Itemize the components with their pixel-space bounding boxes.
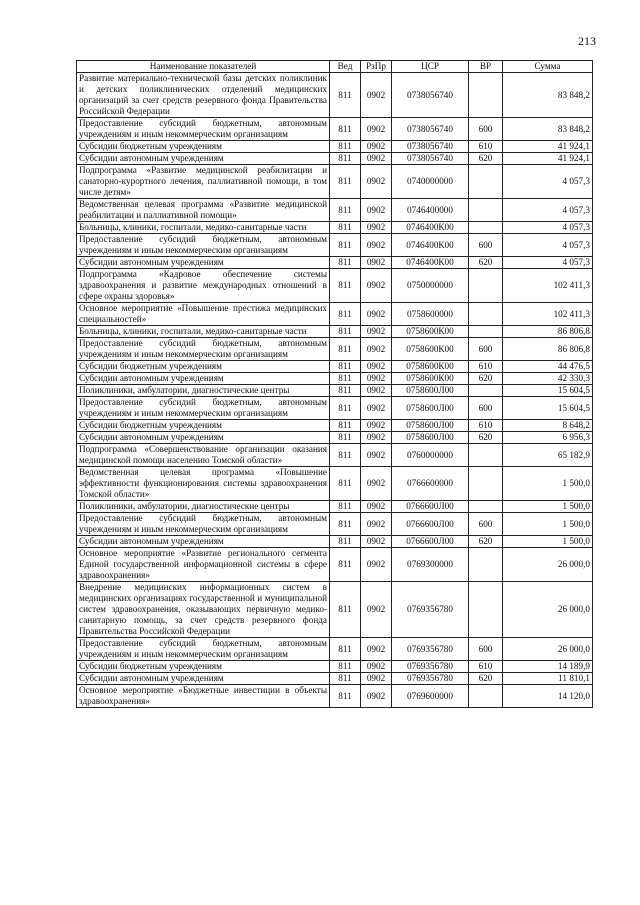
- table-row: [77, 153, 593, 165]
- cell-vr: [469, 222, 503, 234]
- cell-rzpr: 0902: [361, 501, 392, 513]
- table-row: [77, 303, 593, 326]
- cell-vr: 600: [469, 234, 503, 257]
- cell-ved: 811: [330, 118, 361, 141]
- cell-vr: 620: [469, 432, 503, 444]
- cell-sum: 4 057,3: [503, 234, 593, 257]
- table-row: [77, 385, 593, 397]
- cell-vr: [469, 501, 503, 513]
- table-row: [77, 397, 593, 420]
- cell-rzpr: 0902: [361, 303, 392, 326]
- cell-sum: 1 500,0: [503, 467, 593, 501]
- cell-csr: 0740000000: [392, 165, 469, 199]
- cell-sum: 8 648,2: [503, 420, 593, 432]
- table-row: [77, 234, 593, 257]
- table-row: [77, 257, 593, 269]
- cell-ved: 811: [330, 673, 361, 685]
- cell-sum: 26 000,0: [503, 638, 593, 661]
- table-row: [77, 141, 593, 153]
- cell-sum: 42 330,3: [503, 373, 593, 385]
- cell-name: Предоставление субсидий бюджетным, автономным учреждениям и иным некоммерческим организациям: [77, 234, 330, 257]
- cell-ved: 811: [330, 326, 361, 338]
- cell-sum: 14 189,9: [503, 661, 593, 673]
- cell-ved: 811: [330, 222, 361, 234]
- cell-csr: 0750000000: [392, 269, 469, 303]
- cell-name: Подпрограмма «Развитие медицинской реабилитации и санаторно-курортного лечения, паллиативной помощи, в том числе детям»: [77, 165, 330, 199]
- table-header: [77, 61, 593, 73]
- cell-ved: 811: [330, 73, 361, 118]
- cell-name: Поликлиники, амбулатории, диагностические центры: [77, 385, 330, 397]
- cell-name: Предоставление субсидий бюджетным, автономным учреждениям и иным некоммерческим организациям: [77, 338, 330, 361]
- cell-rzpr: 0902: [361, 467, 392, 501]
- cell-sum: 1 500,0: [503, 536, 593, 548]
- cell-rzpr: 0902: [361, 222, 392, 234]
- cell-vr: 610: [469, 420, 503, 432]
- header-name: Наименование показателей: [77, 61, 330, 73]
- table-row: [77, 165, 593, 199]
- cell-rzpr: 0902: [361, 397, 392, 420]
- cell-rzpr: 0902: [361, 141, 392, 153]
- cell-vr: [469, 326, 503, 338]
- table-row: [77, 661, 593, 673]
- cell-sum: 83 848,2: [503, 118, 593, 141]
- cell-csr: 0766600Л00: [392, 536, 469, 548]
- cell-csr: 0758600Л00: [392, 397, 469, 420]
- cell-csr: 0769300000: [392, 548, 469, 582]
- header-sum: Сумма: [503, 61, 593, 73]
- cell-csr: 0758600К00: [392, 338, 469, 361]
- cell-vr: 610: [469, 361, 503, 373]
- cell-vr: 610: [469, 661, 503, 673]
- cell-vr: 620: [469, 373, 503, 385]
- cell-rzpr: 0902: [361, 199, 392, 222]
- cell-csr: 0758600К00: [392, 326, 469, 338]
- cell-vr: 620: [469, 673, 503, 685]
- table-row: [77, 467, 593, 501]
- cell-name: Внедрение медицинских информационных систем в медицинских организациях государственной и муниципальной систем здравоохранения, оказывающих первичную медико-санитарную помощь, за счет средств резервного фонда Правительства Российской Федерации: [77, 582, 330, 638]
- cell-csr: 0758600Л00: [392, 432, 469, 444]
- table-row: [77, 444, 593, 467]
- header-ved: Вед: [330, 61, 361, 73]
- cell-vr: 620: [469, 153, 503, 165]
- table-row: [77, 536, 593, 548]
- cell-name: Больницы, клиники, госпитали, медико-санитарные части: [77, 222, 330, 234]
- cell-sum: 26 000,0: [503, 582, 593, 638]
- cell-name: Субсидии автономным учреждениям: [77, 257, 330, 269]
- cell-ved: 811: [330, 338, 361, 361]
- cell-name: Субсидии бюджетным учреждениям: [77, 141, 330, 153]
- cell-name: Основное мероприятие «Повышение престижа медицинских специальностей»: [77, 303, 330, 326]
- cell-rzpr: 0902: [361, 548, 392, 582]
- cell-name: Субсидии автономным учреждениям: [77, 432, 330, 444]
- budget-table: [76, 60, 593, 708]
- cell-name: Субсидии автономным учреждениям: [77, 153, 330, 165]
- cell-ved: 811: [330, 385, 361, 397]
- cell-sum: 26 000,0: [503, 548, 593, 582]
- page-number: 213: [578, 34, 596, 48]
- cell-rzpr: 0902: [361, 444, 392, 467]
- cell-ved: 811: [330, 432, 361, 444]
- cell-csr: 0746400000: [392, 199, 469, 222]
- cell-vr: 600: [469, 638, 503, 661]
- cell-rzpr: 0902: [361, 582, 392, 638]
- table-row: [77, 548, 593, 582]
- cell-vr: 610: [469, 141, 503, 153]
- cell-rzpr: 0902: [361, 536, 392, 548]
- cell-sum: 4 057,3: [503, 165, 593, 199]
- table-body: [77, 73, 593, 708]
- cell-rzpr: 0902: [361, 432, 392, 444]
- header-csr: ЦСР: [392, 61, 469, 73]
- cell-sum: 41 924,1: [503, 153, 593, 165]
- cell-rzpr: 0902: [361, 338, 392, 361]
- cell-vr: 600: [469, 338, 503, 361]
- table-row: [77, 513, 593, 536]
- cell-vr: [469, 165, 503, 199]
- cell-vr: [469, 269, 503, 303]
- cell-rzpr: 0902: [361, 165, 392, 199]
- cell-csr: 0738056740: [392, 153, 469, 165]
- cell-csr: 0769356780: [392, 638, 469, 661]
- cell-csr: 0769356780: [392, 661, 469, 673]
- cell-ved: 811: [330, 257, 361, 269]
- table-row: [77, 673, 593, 685]
- cell-ved: 811: [330, 582, 361, 638]
- header-rzpr: РзПр: [361, 61, 392, 73]
- cell-ved: 811: [330, 153, 361, 165]
- cell-sum: 86 806,8: [503, 338, 593, 361]
- cell-name: Развитие материально-технической базы детских поликлиник и детских поликлинических отделений медицинских организаций за счет средств резервного фонда Правительства Российской Федерации: [77, 73, 330, 118]
- cell-sum: 86 806,8: [503, 326, 593, 338]
- cell-vr: [469, 385, 503, 397]
- cell-ved: 811: [330, 638, 361, 661]
- cell-vr: [469, 467, 503, 501]
- cell-rzpr: 0902: [361, 661, 392, 673]
- cell-rzpr: 0902: [361, 234, 392, 257]
- cell-sum: 65 182,9: [503, 444, 593, 467]
- cell-name: Субсидии автономным учреждениям: [77, 373, 330, 385]
- cell-name: Подпрограмма «Кадровое обеспечение системы здравоохранения и развитие международных отношений в сфере охраны здоровья»: [77, 269, 330, 303]
- cell-name: Субсидии автономным учреждениям: [77, 673, 330, 685]
- cell-rzpr: 0902: [361, 638, 392, 661]
- cell-vr: [469, 444, 503, 467]
- cell-csr: 0758600К00: [392, 361, 469, 373]
- cell-sum: 102 411,3: [503, 303, 593, 326]
- cell-vr: [469, 548, 503, 582]
- cell-name: Субсидии бюджетным учреждениям: [77, 420, 330, 432]
- cell-name: Ведомственная целевая программа «Развитие медицинской реабилитации и паллиативной помощи»: [77, 199, 330, 222]
- cell-sum: 11 810,1: [503, 673, 593, 685]
- table-row: [77, 685, 593, 708]
- cell-name: Ведомственная целевая программа «Повышение эффективности функционирования системы здравоохранения Томской области»: [77, 467, 330, 501]
- cell-ved: 811: [330, 467, 361, 501]
- cell-rzpr: 0902: [361, 269, 392, 303]
- table-row: [77, 501, 593, 513]
- cell-sum: 15 604,5: [503, 397, 593, 420]
- cell-ved: 811: [330, 548, 361, 582]
- table-row: [77, 638, 593, 661]
- table-row: [77, 269, 593, 303]
- cell-csr: 0746400К00: [392, 257, 469, 269]
- cell-rzpr: 0902: [361, 385, 392, 397]
- cell-vr: 620: [469, 257, 503, 269]
- cell-csr: 0769600000: [392, 685, 469, 708]
- cell-ved: 811: [330, 199, 361, 222]
- cell-sum: 41 924,1: [503, 141, 593, 153]
- cell-csr: 0758600Л00: [392, 385, 469, 397]
- cell-name: Основное мероприятие «Развитие регионального сегмента Единой государственной информационной системы в сфере здравоохранения»: [77, 548, 330, 582]
- cell-ved: 811: [330, 501, 361, 513]
- cell-csr: 0769356780: [392, 673, 469, 685]
- cell-csr: 0760000000: [392, 444, 469, 467]
- cell-ved: 811: [330, 444, 361, 467]
- cell-rzpr: 0902: [361, 326, 392, 338]
- cell-ved: 811: [330, 361, 361, 373]
- cell-rzpr: 0902: [361, 118, 392, 141]
- cell-csr: 0758600000: [392, 303, 469, 326]
- cell-rzpr: 0902: [361, 420, 392, 432]
- table-row: [77, 118, 593, 141]
- table-row: [77, 338, 593, 361]
- cell-name: Предоставление субсидий бюджетным, автономным учреждениям и иным некоммерческим организациям: [77, 118, 330, 141]
- cell-csr: 0758600К00: [392, 373, 469, 385]
- cell-rzpr: 0902: [361, 685, 392, 708]
- cell-sum: 6 956,3: [503, 432, 593, 444]
- cell-name: Подпрограмма «Совершенствование организации оказания медицинской помощи населению Томской области»: [77, 444, 330, 467]
- cell-sum: 4 057,3: [503, 199, 593, 222]
- cell-rzpr: 0902: [361, 513, 392, 536]
- cell-vr: 600: [469, 513, 503, 536]
- cell-ved: 811: [330, 513, 361, 536]
- cell-vr: [469, 582, 503, 638]
- cell-ved: 811: [330, 269, 361, 303]
- cell-name: Поликлиники, амбулатории, диагностические центры: [77, 501, 330, 513]
- table-row: [77, 582, 593, 638]
- cell-csr: 0746400К00: [392, 222, 469, 234]
- table-row: [77, 432, 593, 444]
- cell-rzpr: 0902: [361, 257, 392, 269]
- cell-ved: 811: [330, 420, 361, 432]
- cell-rzpr: 0902: [361, 673, 392, 685]
- cell-ved: 811: [330, 685, 361, 708]
- table-row: [77, 199, 593, 222]
- cell-name: Субсидии бюджетным учреждениям: [77, 661, 330, 673]
- cell-vr: 600: [469, 118, 503, 141]
- cell-ved: 811: [330, 234, 361, 257]
- cell-sum: 83 848,2: [503, 73, 593, 118]
- cell-sum: 1 500,0: [503, 513, 593, 536]
- cell-csr: 0758600Л00: [392, 420, 469, 432]
- cell-ved: 811: [330, 536, 361, 548]
- cell-csr: 0766600Л00: [392, 501, 469, 513]
- table-row: [77, 73, 593, 118]
- cell-name: Субсидии бюджетным учреждениям: [77, 361, 330, 373]
- cell-csr: 0738056740: [392, 73, 469, 118]
- cell-rzpr: 0902: [361, 153, 392, 165]
- cell-name: Предоставление субсидий бюджетным, автономным учреждениям и иным некоммерческим организациям: [77, 638, 330, 661]
- cell-ved: 811: [330, 373, 361, 385]
- cell-vr: [469, 199, 503, 222]
- table-row: [77, 222, 593, 234]
- cell-csr: 0746400К00: [392, 234, 469, 257]
- cell-ved: 811: [330, 661, 361, 673]
- cell-rzpr: 0902: [361, 73, 392, 118]
- cell-vr: 600: [469, 397, 503, 420]
- cell-rzpr: 0902: [361, 373, 392, 385]
- table-row: [77, 326, 593, 338]
- cell-name: Предоставление субсидий бюджетным, автономным учреждениям и иным некоммерческим организациям: [77, 513, 330, 536]
- cell-sum: 44 476,5: [503, 361, 593, 373]
- cell-csr: 0738056740: [392, 141, 469, 153]
- cell-vr: [469, 303, 503, 326]
- cell-vr: [469, 685, 503, 708]
- cell-vr: 620: [469, 536, 503, 548]
- cell-sum: 4 057,3: [503, 257, 593, 269]
- cell-ved: 811: [330, 303, 361, 326]
- cell-ved: 811: [330, 165, 361, 199]
- header-row: [77, 61, 593, 73]
- header-vr: ВР: [469, 61, 503, 73]
- cell-name: Больницы, клиники, госпитали, медико-санитарные части: [77, 326, 330, 338]
- cell-sum: 1 500,0: [503, 501, 593, 513]
- table-row: [77, 420, 593, 432]
- cell-sum: 14 120,0: [503, 685, 593, 708]
- cell-name: Субсидии автономным учреждениям: [77, 536, 330, 548]
- cell-ved: 811: [330, 397, 361, 420]
- cell-csr: 0766600Л00: [392, 513, 469, 536]
- cell-ved: 811: [330, 141, 361, 153]
- cell-rzpr: 0902: [361, 361, 392, 373]
- cell-csr: 0738056740: [392, 118, 469, 141]
- cell-name: Основное мероприятие «Бюджетные инвестиции в объекты здравоохранения»: [77, 685, 330, 708]
- table-row: [77, 373, 593, 385]
- cell-sum: 102 411,3: [503, 269, 593, 303]
- cell-vr: [469, 73, 503, 118]
- table-row: [77, 361, 593, 373]
- cell-sum: 15 604,5: [503, 385, 593, 397]
- cell-sum: 4 057,3: [503, 222, 593, 234]
- cell-name: Предоставление субсидий бюджетным, автономным учреждениям и иным некоммерческим организациям: [77, 397, 330, 420]
- cell-csr: 0769356780: [392, 582, 469, 638]
- cell-csr: 0766600000: [392, 467, 469, 501]
